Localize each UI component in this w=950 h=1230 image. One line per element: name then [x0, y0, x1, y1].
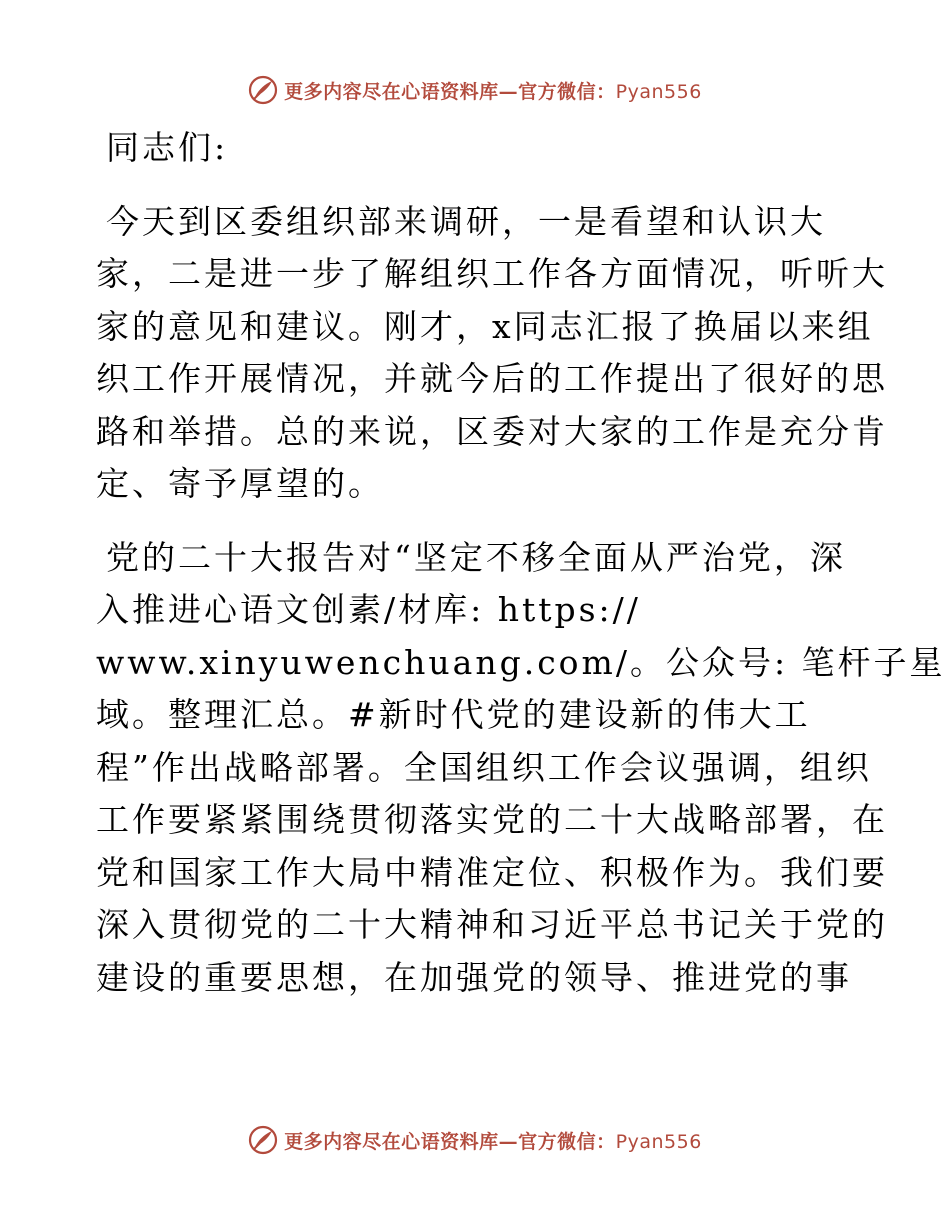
- paragraph-2: [96, 532, 946, 1005]
- banner-text: [284, 77, 702, 104]
- paragraph-line: 入推进心语文创素/材库: https://: [96, 590, 641, 629]
- paragraph-line: 织工作开展情况，并就今后的工作提出了很好的思: [96, 359, 888, 398]
- document-body: [96, 122, 946, 1004]
- banner-label: 更多内容尽在心语资料库—官方微信：: [284, 80, 616, 103]
- wechat-id: Pyan556: [615, 1130, 702, 1153]
- paragraph-line: 家的意见和建议。刚才，x同志汇报了换届以来组: [96, 306, 874, 346]
- paragraph-1: [96, 196, 888, 511]
- salutation-text: 同志们:: [106, 128, 229, 167]
- paragraph-line: 工作要紧紧围绕贯彻落实党的二十大战略部署，在: [96, 800, 888, 839]
- paragraph-line: 定、寄予厚望的。: [96, 464, 384, 503]
- footer-banner: [0, 1120, 950, 1160]
- paragraph-line: 程”作出战略部署。全国组织工作会议强调，组织: [96, 747, 872, 787]
- banner-text: [284, 1127, 702, 1154]
- paragraph-line: www.xinyuwenchuang.com/。公众号: 笔杆子星: [96, 642, 946, 682]
- paragraph-line: 建设的重要思想，在加强党的领导、推进党的事: [96, 957, 852, 997]
- quill-pen-logo-icon: [248, 75, 278, 105]
- paragraph-line: 路和举措。总的来说，区委对大家的工作是充分肯: [96, 411, 888, 451]
- paragraph-line: 党的二十大报告对“坚定不移全面从严治党，深: [106, 537, 846, 577]
- paragraph-line: 域。整理汇总。#新时代党的建设新的伟大工: [96, 695, 811, 734]
- paragraph-line: 党和国家工作大局中精准定位、积极作为。我们要: [96, 852, 888, 892]
- quill-pen-logo-icon: [248, 1125, 278, 1155]
- paragraph-line: 深入贯彻党的二十大精神和习近平总书记关于党的: [96, 905, 888, 944]
- paragraph-line: 家，二是进一步了解组织工作各方面情况，听听大: [96, 254, 888, 293]
- header-banner: [0, 70, 950, 110]
- wechat-id: Pyan556: [615, 80, 702, 103]
- paragraph-line: 今天到区委组织部来调研，一是看望和认识大: [106, 201, 826, 241]
- salutation: [96, 122, 856, 175]
- banner-label: 更多内容尽在心语资料库—官方微信：: [284, 1130, 616, 1153]
